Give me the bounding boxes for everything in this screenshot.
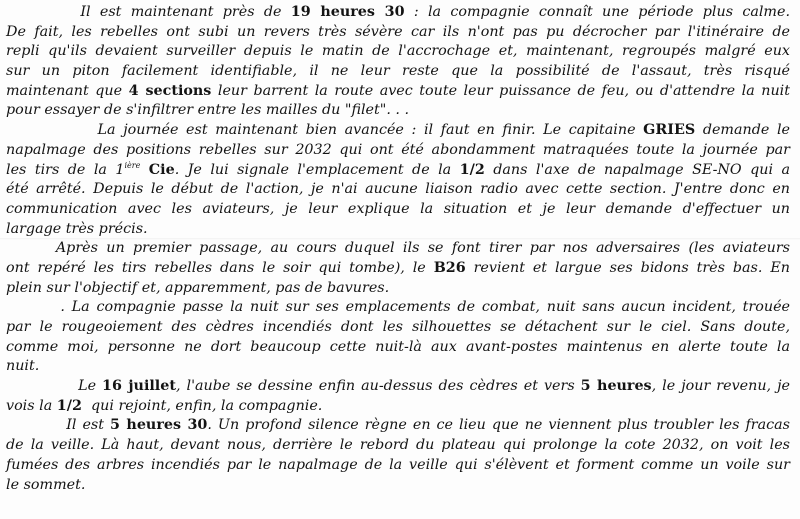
text-run: dans l'axe de napalmage SE-NO qui a — [484, 161, 791, 178]
paragraph — [6, 416, 790, 495]
paragraph — [6, 377, 790, 416]
document-body — [6, 3, 790, 495]
text-run: été arrêté. Depuis le début de l'action, je n'ai aucune liaison radio avec cette section. J'entre donc en — [6, 181, 790, 198]
text-run: ont repéré les tirs rebelles dans le soir qui tombe), le — [6, 259, 434, 276]
text-line — [6, 101, 790, 121]
text-run: Après un premier passage, au cours duquel ils se font tirer par nos adversaires (les aviateurs — [6, 240, 790, 257]
bold-text: Cie — [148, 161, 175, 178]
text-line — [6, 318, 790, 338]
text-line — [6, 42, 790, 62]
text-run: , le jour revenu, je — [651, 378, 790, 395]
text-line — [6, 416, 790, 436]
text-run: de la veille. Là haut, devant nous, derrière le rebord du plateau qui prolonge la cote 2032, on voit les — [6, 437, 790, 454]
text-run: napalmage des positions rebelles sur 2032 qui ont été abondamment matraquées toute la journée par — [6, 141, 790, 158]
text-line — [6, 239, 790, 259]
text-line — [6, 397, 790, 417]
text-run: leur barrent la route avec toute leur puissance de feu, ou d'attendre la nuit — [211, 82, 790, 99]
text-run: demande le — [695, 122, 790, 139]
text-run: vois la — [6, 397, 57, 414]
text-line — [6, 62, 790, 82]
text-run: les tirs de la 1 — [6, 161, 125, 178]
text-run: sur un piton facilement identifiable, il ne leur reste que la possibilité de l'assaut, très risqué — [6, 63, 790, 80]
text-line — [6, 338, 790, 358]
text-run: fumées des arbres incendiés par le napalmage de la veille qui s'élèvent et forment comme un voile sur — [6, 456, 790, 473]
bold-text: 4 sections — [128, 82, 212, 99]
text-line — [6, 3, 790, 23]
text-run: : la compagnie connaît une période plus calme. — [404, 4, 790, 20]
text-line — [6, 220, 790, 240]
text-line — [6, 436, 790, 456]
text-line — [6, 377, 790, 397]
text-run: La journée est maintenant bien avancée : il faut en finir. Le capitaine — [6, 122, 644, 139]
text-run — [140, 162, 148, 178]
bold-text: GRIES — [643, 122, 696, 139]
bold-text: 19 heures 30 — [290, 4, 405, 20]
text-run: . Un profond silence règne en ce lieu que ne viennent plus troubler les fracas — [207, 417, 790, 434]
paragraph — [6, 298, 790, 377]
text-run: . La compagnie passe la nuit sur ses emplacements de combat, nuit sans aucun incident, trouée — [6, 299, 790, 316]
text-run: qui rejoint, enfin, la compagnie. — [81, 397, 323, 414]
text-line — [6, 141, 790, 161]
text-run: repli qu'ils devaient surveiller depuis le matin de l'accrochage et, maintenant, regroupés malgré eux — [6, 43, 790, 60]
text-run: largage très précis. — [6, 220, 148, 237]
bold-text: 5 heures — [580, 378, 652, 395]
text-run: Il est maintenant près de — [6, 4, 291, 20]
text-run: maintenant que — [6, 82, 129, 99]
bold-text: B26 — [433, 259, 466, 276]
text-line — [6, 180, 790, 200]
text-line — [6, 357, 790, 377]
text-line — [6, 121, 790, 141]
text-run: nuit. — [6, 358, 40, 375]
text-line — [6, 82, 790, 102]
superscript: ière — [124, 160, 141, 170]
text-run: Le — [6, 378, 103, 395]
text-run: par le rougeoiement des cèdres incendiés dont les silhouettes se détachent sur le ciel. Sans doute, — [6, 319, 790, 335]
paragraph — [6, 121, 790, 239]
bold-text: 1/2 — [459, 161, 485, 178]
text-run: le sommet. — [6, 476, 86, 493]
text-run: pour essayer de s'infiltrer entre les mailles du "filet". . . — [6, 102, 410, 119]
bold-text: 1/2 — [56, 397, 82, 414]
text-line — [6, 259, 790, 279]
text-line — [6, 23, 790, 43]
text-line — [6, 200, 790, 220]
bold-text: 16 juillet — [102, 378, 176, 395]
text-run: , l'aube se dessine enfin au-dessus des cèdres et vers — [175, 378, 581, 395]
text-run: revient et largue ses bidons très bas. En — [465, 259, 790, 276]
text-run: Il est — [6, 417, 111, 434]
text-line — [6, 476, 790, 496]
text-line — [6, 456, 790, 476]
text-run: De fait, les rebelles ont subi un revers très sévère car ils n'ont pas pu décrocher par l'itinéraire de — [6, 23, 790, 40]
text-run: communication avec les aviateurs, je leur explique la situation et je leur demande d'effectuer un — [6, 200, 790, 217]
text-line — [6, 161, 790, 181]
text-run: plein sur l'objectif et, apparemment, pas de bavures. — [6, 279, 390, 296]
text-run: comme moi, personne ne dort beaucoup cette nuit-là aux avant-postes maintenus en alerte toute la — [6, 338, 790, 355]
text-run: . Je lui signale l'emplacement de la — [174, 161, 460, 178]
text-line — [6, 279, 790, 299]
paragraph — [6, 3, 790, 121]
text-line — [6, 298, 790, 318]
bold-text: 5 heures 30 — [110, 417, 208, 434]
paragraph — [6, 239, 790, 298]
